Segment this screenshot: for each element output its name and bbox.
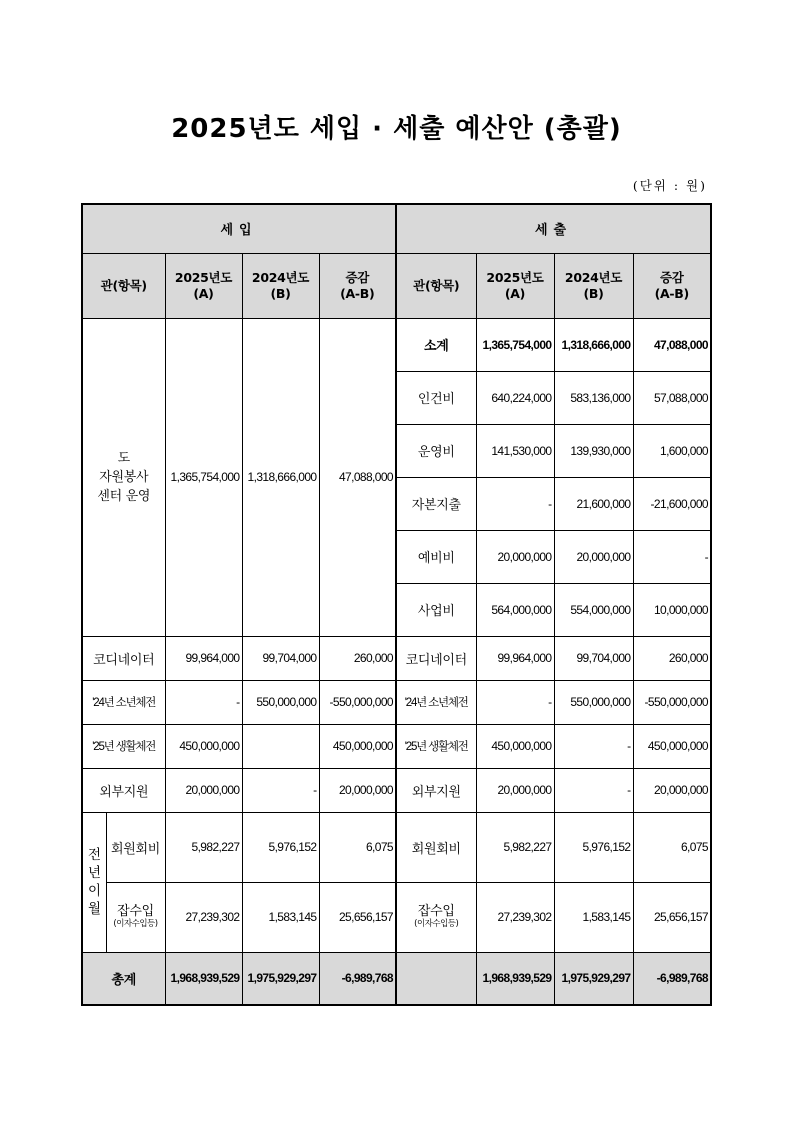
expense-item-2025: 640,224,000 [476,371,554,424]
income-item-2024: - [242,768,319,812]
expense-item-2025: - [476,680,554,724]
expense-item-2025: 450,000,000 [476,724,554,768]
expense-item-label: '24년 소년체전 [396,680,476,724]
expense-subtotal-label: 소계 [396,318,476,371]
income-item-diff: 6,075 [319,812,396,882]
expense-item-2024: 5,976,152 [554,812,633,882]
income-item-2025: 450,000,000 [165,724,242,768]
income-2024-header: 2024년도 (B) [242,253,319,318]
expense-item-diff: - [633,530,711,583]
expense-item-2024: 550,000,000 [554,680,633,724]
expense-item-label: 외부지원 [396,768,476,812]
income-total-2025: 1,968,939,529 [165,952,242,1005]
unit-note: (단위 : 원) [632,178,707,193]
table-row [82,636,711,680]
expense-item-diff: 25,656,157 [633,882,711,952]
income-center-2025: 1,365,754,000 [165,318,242,636]
table-row [82,768,711,812]
income-item-label: 잡수입 (이자수입등) [106,882,165,952]
income-item-diff: 450,000,000 [319,724,396,768]
income-center-diff: 47,088,000 [319,318,396,636]
expense-item-label: 운영비 [396,424,476,477]
income-item-2024: 1,583,145 [242,882,319,952]
expense-diff-header: 증감 (A-B) [633,253,711,318]
income-item-2025: 20,000,000 [165,768,242,812]
income-item-header: 관(항목) [82,253,165,318]
expense-item-label: 사업비 [396,583,476,636]
expense-item-2024: 554,000,000 [554,583,633,636]
income-item-diff: 260,000 [319,636,396,680]
table-row [82,882,711,952]
carryover-group-label: 전 년 이 월 [82,812,106,952]
expense-item-diff: 57,088,000 [633,371,711,424]
income-item-2025: 99,964,000 [165,636,242,680]
expense-item-2025: 27,239,302 [476,882,554,952]
expense-item-2025: 99,964,000 [476,636,554,680]
expense-item-2024: 583,136,000 [554,371,633,424]
expense-subtotal-2025: 1,365,754,000 [476,318,554,371]
expense-item-2025: 20,000,000 [476,768,554,812]
income-item-2024: 99,704,000 [242,636,319,680]
section-header-row [82,204,711,253]
income-item-label: '25년 생활체전 [82,724,165,768]
expense-item-label: 코디네이터 [396,636,476,680]
income-item-diff: 20,000,000 [319,768,396,812]
expense-item-diff: 6,075 [633,812,711,882]
expense-item-2025: - [476,477,554,530]
expense-section-header: 세출 [396,204,711,253]
expense-item-diff: -550,000,000 [633,680,711,724]
income-item-diff: -550,000,000 [319,680,396,724]
expense-item-label: 잡수입 (이자수입등) [396,882,476,952]
expense-item-label: 인건비 [396,371,476,424]
expense-item-2025: 564,000,000 [476,583,554,636]
expense-item-2024: - [554,768,633,812]
expense-item-2024: 99,704,000 [554,636,633,680]
expense-item-diff: 260,000 [633,636,711,680]
expense-item-label: 자본지출 [396,477,476,530]
expense-subtotal-diff: 47,088,000 [633,318,711,371]
income-center-2024: 1,318,666,000 [242,318,319,636]
expense-item-diff: 450,000,000 [633,724,711,768]
expense-item-2024: - [554,724,633,768]
column-header-row [82,253,711,318]
expense-total-2024: 1,975,929,297 [554,952,633,1005]
table-row [82,724,711,768]
expense-item-2024: 21,600,000 [554,477,633,530]
expense-item-label: '25년 생활체전 [396,724,476,768]
income-item-2024: 5,976,152 [242,812,319,882]
income-2025-header: 2025년도 (A) [165,253,242,318]
expense-item-header: 관(항목) [396,253,476,318]
income-item-2024 [242,724,319,768]
expense-item-label: 회원회비 [396,812,476,882]
expense-item-2025: 141,530,000 [476,424,554,477]
expense-item-diff: 20,000,000 [633,768,711,812]
income-total-diff: -6,989,768 [319,952,396,1005]
expense-item-2024: 1,583,145 [554,882,633,952]
income-item-2025: - [165,680,242,724]
income-center-label: 도 자원봉사 센터 운영 [82,318,165,636]
income-item-2024: 550,000,000 [242,680,319,724]
income-diff-header: 증감 (A-B) [319,253,396,318]
table-row [82,680,711,724]
expense-total-label [396,952,476,1005]
income-section-header: 세입 [82,204,396,253]
income-item-label: 외부지원 [82,768,165,812]
expense-total-2025: 1,968,939,529 [476,952,554,1005]
page-title: 2025년도 세입 · 세출 예산안 (총괄) [171,114,622,144]
expense-2024-header: 2024년도 (B) [554,253,633,318]
income-item-2025: 5,982,227 [165,812,242,882]
income-item-diff: 25,656,157 [319,882,396,952]
expense-item-2025: 20,000,000 [476,530,554,583]
income-item-label: 코디네이터 [82,636,165,680]
expense-item-diff: 1,600,000 [633,424,711,477]
budget-table [81,203,712,1006]
income-item-label: '24년 소년체전 [82,680,165,724]
expense-item-diff: -21,600,000 [633,477,711,530]
expense-subtotal-2024: 1,318,666,000 [554,318,633,371]
table-row [82,812,711,882]
income-total-label: 총계 [82,952,165,1005]
expense-2025-header: 2025년도 (A) [476,253,554,318]
expense-item-2025: 5,982,227 [476,812,554,882]
income-item-2025: 27,239,302 [165,882,242,952]
total-row [82,952,711,1005]
expense-item-diff: 10,000,000 [633,583,711,636]
expense-item-2024: 20,000,000 [554,530,633,583]
expense-total-diff: -6,989,768 [633,952,711,1005]
table-row [82,318,711,371]
income-total-2024: 1,975,929,297 [242,952,319,1005]
expense-item-label: 예비비 [396,530,476,583]
expense-item-2024: 139,930,000 [554,424,633,477]
income-item-label: 회원회비 [106,812,165,882]
